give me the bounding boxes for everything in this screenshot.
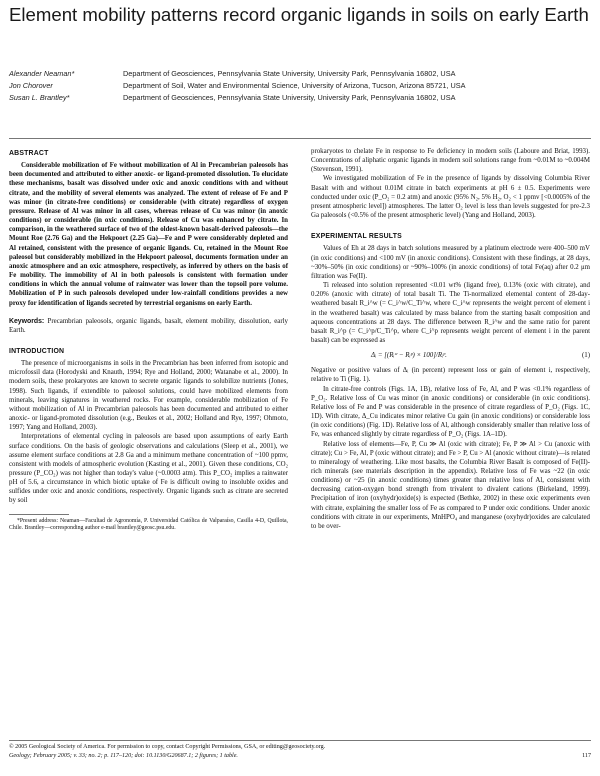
author-name: Alexander Neaman* bbox=[9, 69, 75, 78]
author-list bbox=[9, 68, 594, 103]
results-paragraph: In citrate-free controls (Figs. 1A, 1B), relative loss of Fe, Al, and P was <0.1% regardless of P_O₂. Relative loss of Cu was minor (in anoxic conditions) or considerable (in oxic conditions). Relative loss of Fe and P was considerable in the presence of citrate regardless of P_O₂ (Figs. 1C, 1D). With citrate, Δ_Cu indicates minor relative Cu gain (in anoxic conditions) or considerable loss (in oxic conditions) (Fig. 1D). Relative loss of Al, although considerably smaller than relative loss of Fe, was enhanced slightly by citrate regardless of P_O₂ (Figs. 1A–1D). bbox=[311, 385, 590, 439]
author-affiliation: Department of Soil, Water and Environmental Science, University of Arizona, Tucson, Arizona 85721, USA bbox=[123, 80, 466, 90]
abstract-text: Considerable mobilization of Fe without mobilization of Al in Precambrian paleosols has been documented and attributed to either anoxic- or ligand-promoted dissolution. To elucidate these mechanisms, basalt was dissolved under oxic and anoxic conditions with and without citrate, and the mobility of several elements was analyzed. The extent of release of Fe and P was minor (in citrate-free conditions) or considerable (with citrate) regardless of oxygen pressure. Release of Al was minor in all cases, whereas release of Cu was minor (in anoxic conditions) or considerable (in oxic conditions). Release of Cu was enhanced by citrate. In comparison, in the weathered surface of two of the oldest-known basalt-derived paleosols—the Mount Roe (2.76 Ga) and the Hekpoort (2.25 Ga)—Fe and P were considerably depleted and Al retained, consistent with the presence of organic ligands. Cu, retained in the Mount Roe paleosol but considerably mobilized in the Hekpoort paleosol, documents formation under an anoxic atmosphere and an oxic atmosphere, respectively, as inferred by others on the basis of Fe mobility. The immobility of Al in both paleosols is consistent with formation under conditions in which the annual volume of rainwater was lower than the topsoil pore volume. Mobilization of P in such paleosols developed under low-rainfall conditions provides a new proxy for identification of ligands secreted by terrestrial organisms on early Earth. bbox=[9, 162, 288, 307]
results-paragraph: Ti released into solution represented <0.01 wt% (ligand free), 0.13% (oxic with citrate), and 0.20% (anoxic with citrate) of total basalt Ti. The Ti-normalized elemental content of 28-day-weathered basalt R_i^w (= C_i^w/C_Ti^w, where C_i^w represents the weight percent of element i in the weathered basalt) was calculated by mass balance from the starting basalt composition and aqueous concentrations at 28 days. The difference between R_i^w and the same ratio for parent basalt R_i^p (= C_i^p/C_Ti^p, where C_i^p represents weight percent of element i in the parent basalt) can be expressed as bbox=[311, 282, 590, 344]
author-row bbox=[9, 80, 594, 92]
equation-number: (1) bbox=[581, 352, 590, 360]
results-heading: EXPERIMENTAL RESULTS bbox=[311, 233, 402, 241]
author-row bbox=[9, 92, 594, 104]
footer-row bbox=[9, 752, 591, 761]
results-paragraph: Relative loss of elements—Fe, P, Cu ≫ Al (oxic with citrate); Fe, P ≫ Al > Cu (anoxic with citrate); Cu > Fe, Al, P (oxic without citrate); and Fe > P, Cu > Al (anoxic without citrate)—is related to mineralogy of weathering. Like most basalts, the Columbia River Basalt is composed of Fe(II)-rich minerals (see materials description in the appendix). Relative loss of Fe was ~22 (in oxic conditions) or ~25 (in anoxic conditions) times greater than relative loss of Al, consistent with decreasing cation-oxygen bond strength from trivalent to divalent cations (Birkeland, 1999). Precipitation of iron (oxyhydr)oxide(s) is expected (Bethke, 2002) in these oxic experiments even with citrate, explaining the smaller loss of Fe as compared to P under oxic conditions. Under anoxic conditions with citrate in our experiments, MnHPO₄ and manganese (oxyhydr)oxides are calculated to be over- bbox=[311, 440, 590, 530]
article-title: Element mobility patterns record organic ligands in soils on early Earth bbox=[9, 4, 589, 25]
intro-paragraph: The presence of microorganisms in soils in the Precambrian has been inferred from isotopic and microfossil data (Horodyski and Knauth, 1994; Rye and Holland, 2000; Watanabe et al., 2000). In modern soils, these prokaryotes are known to secrete organic ligands to solubilize nutrients (Jones, 1998). Such ligands, if extendible to paleosol solutions, could have mobilized elements from minerals, leaving signatures in weathered rocks. For example, considerable mobilization of Fe without mobilization of Al in Precambrian paleosols has been documented and attributed to either anoxic- or ligand-promoted dissolution (e.g., Beukes et al., 2002; Holland and Rye, 1997; Ohmoto, 1997; Yang and Holland, 2003). bbox=[9, 360, 288, 432]
equation-1 bbox=[311, 351, 590, 360]
page-number: 117 bbox=[582, 752, 591, 759]
footer-copyright: © 2005 Geological Society of America. For permission to copy, contact Copyright Permissions, GSA, or editing@geosociety.org. bbox=[9, 744, 326, 750]
results-paragraph: Values of Eh at 28 days in batch solutions measured by a platinum electrode were 400–500 mV (in oxic conditions) and <100 mV (in anoxic conditions). Consistent with these findings, at 28 days, ~30%–50% (in oxic conditions) or ~90%–100% (in anoxic conditions) of total Fe(aq) after 0.2 μm filtration was Fe(II). bbox=[311, 245, 590, 280]
results-paragraph: Negative or positive values of Δᵢ (in percent) represent loss or gain of element i, respectively, relative to Ti (Fig. 1). bbox=[311, 367, 590, 384]
page-footer bbox=[9, 743, 591, 760]
keywords-label: Keywords: bbox=[9, 317, 45, 325]
author-name: Susan L. Brantley* bbox=[9, 92, 70, 102]
keywords-text: Precambrian paleosols, organic ligands, basalt, element mobility, dissolution, early Earth. bbox=[9, 317, 288, 334]
author-affiliation: Department of Geosciences, Pennsylvania State University, University Park, Pennsylvania 16802, USA bbox=[123, 69, 456, 78]
introduction-heading: INTRODUCTION bbox=[9, 347, 65, 355]
right-column bbox=[311, 147, 590, 531]
footnote: *Present address: Neaman—Facultad de Agronomía, P. Universidad Católica de Valparaíso, Casilla 4-D, Quillota, Chile. Brantley—corresponding author e-mail brantley@geosc.psu.edu. bbox=[9, 517, 288, 531]
header-divider bbox=[9, 138, 591, 139]
author-name: Jon Chorover bbox=[9, 80, 53, 90]
footer-divider bbox=[9, 740, 591, 741]
equation-text: Δᵢ = [(Rᵢʷ − Rᵢᵖ) × 100]/Rᵢᵖ. bbox=[371, 352, 447, 360]
intro-continued: prokaryotes to chelate Fe in response to Fe deficiency in modern soils (Laboure and Briat, 1993). Concentrations of aliphatic organic ligands in modern soil solutions range from ~0.01M to ~0.004M (Stevenson, 1991). bbox=[311, 148, 590, 174]
author-row bbox=[9, 68, 594, 80]
intro-paragraph: Interpretations of elemental cycling in paleosols are based upon assumptions of early Earth surface conditions. On the basis of geologic observations and calculations (Sleep et al., 2001), we assume element surface conditions at 2.8 Ga and a minimum methane concentration of ~100 ppmv, consistent with models of atmospheric evolution (Kasting et al., 2001). Given these conditions, CO₂ pressure (P_CO₂) was not higher than today's value (~0.0003 atm). This P_CO₂ implies a rainwater pH of 5.6, a circumstance in which biotic uptake of Fe is difficult owing to insoluble oxides and sulfides under oxic and anoxic conditions, respectively. Organic ligands such as citrate are secreted by soil bbox=[9, 433, 288, 505]
footnote-divider bbox=[9, 514, 69, 515]
abstract-heading: ABSTRACT bbox=[9, 150, 49, 157]
author-affiliation: Department of Geosciences, Pennsylvania State University, University Park, Pennsylvania 16802, USA bbox=[123, 92, 456, 102]
left-column bbox=[9, 147, 288, 532]
keywords bbox=[9, 317, 288, 335]
footer-citation: Geology; February 2005; v. 33; no. 2; p. 117–120; doi: 10.1130/G20687.1; 2 figures; 1 table. bbox=[9, 752, 238, 759]
intro-paragraph: We investigated mobilization of Fe in the presence of ligands by dissolving Columbia River Basalt with and without 0.01M citrate in batch experiments at pH 6 ± 0.5. Experiments were conducted under oxic (P_O₂ = 0.2 atm) and anoxic (95% N₂, 5% H₂, O₂ < 1 ppmv [<0.0005% of the present atmospheric level]) atmospheres. The latter O₂ level is less than levels suggested for pre-2.3 Ga paleosols (<0.5% of the present atmospheric level) (Yang and Holland, 2003). bbox=[311, 175, 590, 220]
